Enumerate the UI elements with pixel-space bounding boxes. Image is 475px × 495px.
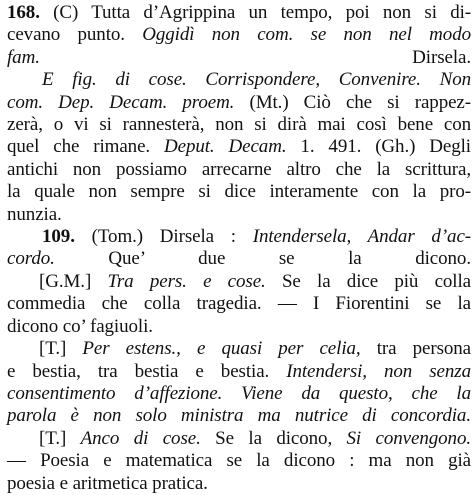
- text-run: (Mt.) Ciò che si rappez-: [234, 91, 471, 113]
- line-content: [7, 181, 471, 202]
- italic-text: Per estens., e quasi per celia,: [82, 338, 361, 360]
- text-line: [7, 248, 471, 270]
- line-content: [7, 473, 208, 494]
- text-run: (Tom.) Dirsela :: [74, 226, 253, 248]
- text-line: [7, 204, 471, 226]
- italic-text: Intendersi, non senza: [286, 360, 471, 382]
- text-run: Se la dicono,: [200, 427, 347, 449]
- line-content: [39, 428, 471, 449]
- line-content: [7, 2, 471, 23]
- line-content: [42, 226, 471, 247]
- text-run: Tutta d’Agrippina un tempo, poi non si di-: [91, 2, 471, 23]
- italic-text: fam.: [7, 46, 40, 68]
- text-line: [7, 226, 471, 248]
- italic-text: Anco di cose.: [80, 427, 201, 449]
- text-line: [7, 428, 471, 450]
- line-content: [7, 405, 471, 426]
- text-run: (C): [39, 2, 92, 23]
- line-content: [7, 114, 471, 135]
- line-content: [7, 47, 471, 68]
- line-content: [7, 316, 153, 337]
- text-run: cevano punto.: [7, 24, 143, 46]
- text-run: antichi non possiamo arrecarne altro che la scrittura,: [7, 158, 471, 180]
- text-run: Se la dice più colla: [265, 270, 471, 292]
- italic-text: Intendersela, Andar d’ac-: [252, 226, 472, 248]
- text-line: [7, 69, 471, 91]
- line-content: [7, 24, 471, 45]
- italic-text: E fig. di cose. Corrispondere, Convenire. Non: [42, 69, 471, 91]
- text-run: e bestia, tra bestia e bestia.: [7, 360, 287, 382]
- text-line: [7, 47, 471, 69]
- text-line: [7, 271, 471, 293]
- text-line: [7, 293, 471, 315]
- line-content: [7, 383, 471, 404]
- text-run: [G.M.]: [39, 270, 108, 292]
- text-line: [7, 24, 471, 46]
- text-run: commedia che colla tragedia. — I Fiorentini se la: [7, 293, 471, 315]
- italic-text: Oggidì non com. se non nel modo: [142, 24, 471, 46]
- text-run: dicono co’ fagiuoli.: [7, 315, 153, 337]
- text-line: [7, 338, 471, 360]
- italic-text: Tra pers. e cose.: [107, 270, 266, 292]
- entry-168: [7, 2, 471, 226]
- italic-text: parola è non solo ministra ma nutrice di concordia.: [7, 405, 471, 427]
- text-line: [7, 136, 471, 158]
- text-run: 1. 491. (Gh.) Degli: [286, 136, 471, 158]
- line-content: [7, 159, 471, 180]
- line-content: [7, 204, 62, 225]
- text-line: [7, 450, 471, 472]
- text-run: tra persona: [360, 338, 472, 360]
- text-run: poesia e aritmetica pratica.: [7, 472, 208, 494]
- line-content: [39, 271, 471, 292]
- italic-text: Si convengono.: [346, 427, 471, 449]
- text-run: nunzia.: [7, 203, 62, 225]
- text-line: [7, 114, 471, 136]
- entry-number: 109.: [42, 226, 75, 248]
- text-line: [7, 316, 471, 338]
- line-content: [42, 69, 471, 90]
- text-line: [7, 383, 471, 405]
- text-line: [7, 361, 471, 383]
- text-line: [7, 473, 471, 495]
- line-content: [39, 338, 471, 359]
- italic-text: Deput. Decam.: [164, 136, 287, 158]
- text-run: [T.]: [39, 427, 81, 449]
- entry-109: [7, 226, 471, 495]
- text-run: la quale non sempre si dice interamente con la pro-: [7, 181, 471, 203]
- text-line: [7, 405, 471, 427]
- line-content: [7, 92, 471, 113]
- line-content: [7, 361, 471, 382]
- line-content: [7, 248, 471, 269]
- text-run: — Poesia e matematica se la dicono : ma non già: [7, 450, 471, 472]
- italic-text: cordo.: [7, 248, 55, 270]
- line-content: [7, 293, 471, 314]
- text-line: [7, 2, 471, 24]
- text-line: [7, 92, 471, 114]
- entry-number: 168.: [7, 2, 40, 23]
- text-line: [7, 181, 471, 203]
- text-run: Dirsela.: [39, 46, 471, 68]
- text-run: quel che rimane.: [7, 136, 164, 158]
- line-content: [7, 136, 471, 157]
- line-content: [7, 450, 471, 471]
- text-run: Que’ due se la dicono.: [54, 248, 471, 270]
- text-run: zerà, o vi si rannesterà, non si dirà mai così bene con: [7, 114, 471, 136]
- text-line: [7, 159, 471, 181]
- italic-text: consentimento d’affezione. Viene da questo, che la: [7, 382, 471, 404]
- text-run: [T.]: [39, 338, 83, 360]
- italic-text: com. Dep. Decam. proem.: [7, 91, 235, 113]
